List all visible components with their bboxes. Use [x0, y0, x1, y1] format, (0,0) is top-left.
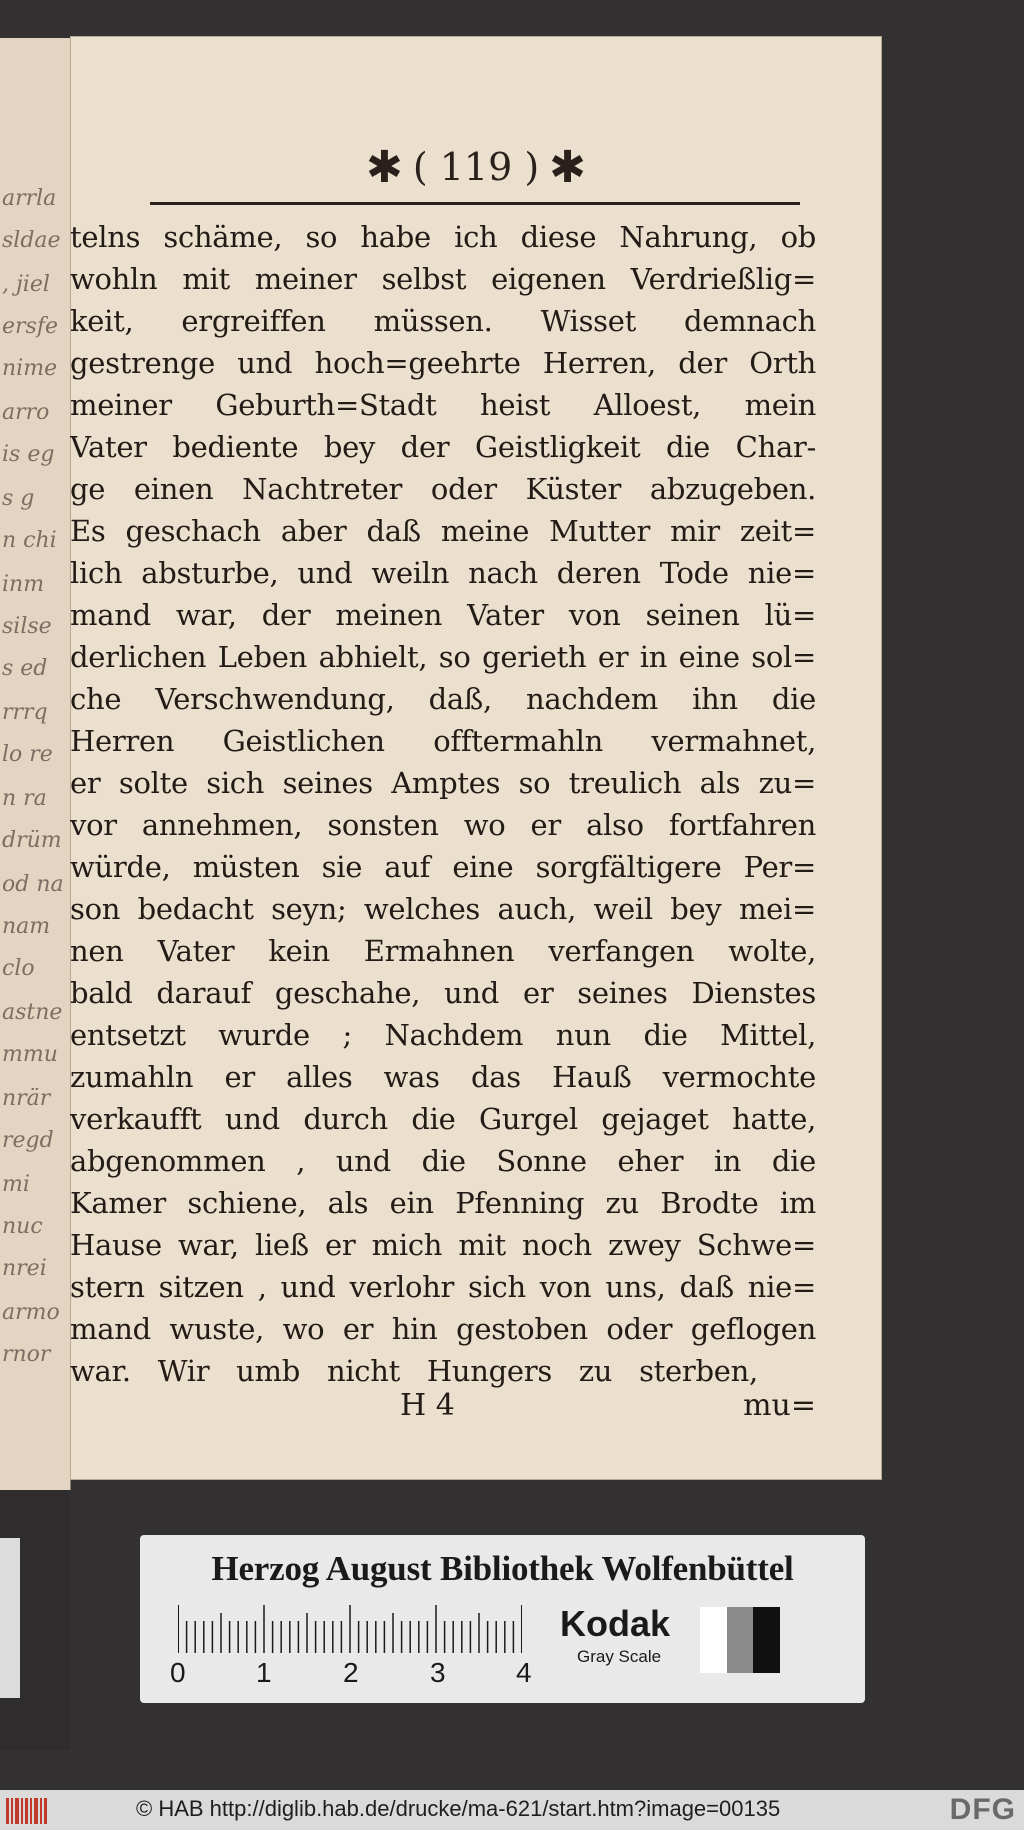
- gray-patch-black: [753, 1607, 780, 1673]
- header-rule: [150, 202, 800, 205]
- text-line: telns schäme, so habe ich diese Nahrung, ob: [70, 220, 816, 254]
- bleed-through-text: nuc: [2, 1216, 43, 1238]
- gray-scale-label: Gray Scale: [577, 1647, 662, 1666]
- bleed-through-text: rrrq: [2, 702, 48, 724]
- text-line: meiner Geburth=Stadt heist Alloest, mein: [70, 388, 816, 422]
- text-line: Herren Geistlichen offtermahln vermahnet,: [70, 724, 816, 758]
- text-line: lich absturbe, und weiln nach deren Tode nie=: [70, 556, 816, 590]
- text-line: Hause war, ließ er mich mit noch zwey Schwe=: [70, 1228, 816, 1262]
- page-header: [70, 142, 882, 193]
- bleed-through-text: nrei: [2, 1258, 47, 1280]
- asterisk-ornament-icon: ✱: [549, 142, 587, 193]
- text-line: son bedacht seyn; welches auch, weil bey mei=: [70, 892, 816, 926]
- catchword: mu=: [743, 1388, 816, 1423]
- text-line: entsetzt wurde ; Nachdem nun die Mittel,: [70, 1018, 816, 1052]
- text-line: verkaufft und durch die Gurgel gejaget hatte,: [70, 1102, 816, 1136]
- bleed-through-text: s g: [2, 488, 35, 510]
- bleed-through-text: armo: [2, 1302, 60, 1324]
- bleed-through-text: is eg: [2, 444, 55, 466]
- text-line: nen Vater kein Ermahnen verfangen wolte,: [70, 934, 816, 968]
- kodak-logo: Kodak: [560, 1603, 671, 1644]
- text-line: würde, müsten sie auf eine sorgfältigere Per=: [70, 850, 816, 884]
- bleed-through-text: sldae: [2, 230, 61, 252]
- text-line: wohln mit meiner selbst eigenen Verdrießlig=: [70, 262, 816, 296]
- book-page: [70, 36, 882, 1480]
- signature-mark: H 4: [400, 1388, 455, 1423]
- gray-patch-mid: [727, 1607, 754, 1673]
- bleed-through-text: nam: [2, 916, 51, 938]
- text-line: Vater bediente bey der Geistligkeit die Char-: [70, 430, 816, 464]
- text-line: Es geschach aber daß meine Mutter mir zeit=: [70, 514, 816, 548]
- bleed-through-text: silse: [2, 616, 52, 638]
- copyright-url[interactable]: © HAB http://diglib.hab.de/drucke/ma-621/start.htm?image=00135: [136, 1796, 781, 1821]
- bleed-through-text: nrär: [2, 1088, 51, 1110]
- bleed-through-text: arro: [2, 402, 50, 424]
- bleed-through-text: drüm: [2, 830, 62, 852]
- text-line: vor annehmen, sonsten wo er also fortfahren: [70, 808, 816, 842]
- footer-bar: [0, 1790, 1024, 1830]
- gray-patches: [700, 1607, 780, 1673]
- text-line: abgenommen , und die Sonne eher in die: [70, 1144, 816, 1178]
- bleed-through-text: s ed: [2, 658, 48, 680]
- text-line: zumahln er alles was das Hauß vermochte: [70, 1060, 816, 1094]
- bleed-through-text: rnor: [2, 1344, 51, 1366]
- bleed-through-text: lo re: [2, 744, 53, 766]
- text-line: mand wuste, wo er hin gestoben oder geflogen: [70, 1312, 816, 1346]
- card-edge: [0, 1538, 20, 1698]
- text-line: gestrenge und hoch=geehrte Herren, der Orth: [70, 346, 816, 380]
- dfg-logo: DFG: [949, 1793, 1016, 1826]
- text-line: che Verschwendung, daß, nachdem ihn die: [70, 682, 816, 716]
- bleed-through-text: od na: [2, 874, 64, 896]
- text-line: mand war, der meinen Vater von seinen lü=: [70, 598, 816, 632]
- text-line: stern sitzen , und verlohr sich von uns, daß nie=: [70, 1270, 816, 1304]
- bleed-through-text: , jiel: [2, 274, 50, 296]
- adjacent-page-edge: [0, 38, 71, 1490]
- bleed-through-text: clo: [2, 958, 35, 980]
- scale-number: 4: [516, 1657, 532, 1688]
- bleed-through-text: n ra: [2, 788, 47, 810]
- scale-number: 3: [430, 1657, 446, 1688]
- text-line: bald darauf geschahe, und er seines Dienstes: [70, 976, 816, 1010]
- bleed-through-text: ersfe: [2, 316, 58, 338]
- bleed-through-text: mmu: [2, 1044, 58, 1066]
- colour-calibration-card: [140, 1535, 865, 1703]
- text-line: ge einen Nachtreter oder Küster abzugeben.: [70, 472, 816, 506]
- text-line: derlichen Leben abhielt, so gerieth er in eine sol=: [70, 640, 816, 674]
- page-number: ( 119 ): [412, 145, 540, 189]
- barcode-icon: [6, 1798, 48, 1824]
- text-line: Kamer schiene, als ein Pfenning zu Brodte im: [70, 1186, 816, 1220]
- scale-number: 2: [343, 1657, 359, 1688]
- scale-number: 1: [256, 1657, 272, 1688]
- bleed-through-text: nime: [2, 358, 58, 380]
- bleed-through-text: astne: [2, 1002, 63, 1024]
- bleed-through-text: mi: [2, 1174, 30, 1196]
- bleed-through-text: regd: [2, 1130, 54, 1152]
- library-name: Herzog August Bibliothek Wolfenbüttel: [211, 1549, 794, 1588]
- scale-number: 0: [170, 1657, 186, 1688]
- gray-patch-white: [700, 1607, 727, 1673]
- page-footer-line: [70, 1388, 816, 1428]
- bleed-through-text: n chi: [2, 530, 57, 552]
- text-line: war. Wir umb nicht Hungers zu sterben,: [70, 1354, 758, 1388]
- bleed-through-text: arrla: [2, 188, 57, 210]
- text-line: keit, ergreiffen müssen. Wisset demnach: [70, 304, 816, 338]
- asterisk-ornament-icon: ✱: [365, 142, 403, 193]
- text-line: er solte sich seines Amptes so treulich als zu=: [70, 766, 816, 800]
- bleed-through-text: inm: [2, 574, 45, 596]
- ruler-scale: [178, 1603, 522, 1655]
